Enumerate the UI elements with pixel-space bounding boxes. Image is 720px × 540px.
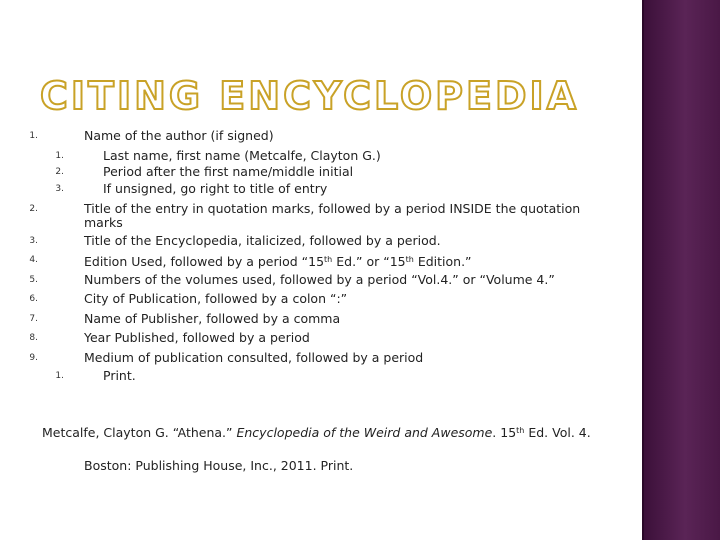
list-number: 4. xyxy=(29,255,38,265)
list-number: 8. xyxy=(29,333,38,343)
slide-title: CITING ENCYCLOPEDIA xyxy=(40,74,580,118)
list-item: City of Publication, followed by a colon “:” xyxy=(84,291,348,306)
example-citation-line-2: Boston: Publishing House, Inc., 2011. Print. xyxy=(84,458,354,473)
list-number: 3. xyxy=(29,236,38,246)
sublist-number: 1. xyxy=(55,371,64,381)
sublist-number: 1. xyxy=(55,151,64,161)
list-item: Title of the Encyclopedia, italicized, followed by a period. xyxy=(84,233,441,248)
list-item: Year Published, followed by a period xyxy=(84,330,310,345)
list-item: Title of the entry in quotation marks, followed by a period INSIDE the quotation marks xyxy=(84,201,581,230)
list-number: 9. xyxy=(29,353,38,363)
sublist-item: Print. xyxy=(103,368,136,383)
list-item: Medium of publication consulted, followed by a period xyxy=(84,350,424,365)
list-item: Name of Publisher, followed by a comma xyxy=(84,311,341,326)
list-item: Name of the author (if signed) xyxy=(84,128,274,143)
example-citation-line-1: Metcalfe, Clayton G. “Athena.” Encyclopedia of the Weird and Awesome. 15th Ed. Vol. 4. xyxy=(42,425,591,440)
list-number: 7. xyxy=(29,314,38,324)
sublist-item: Period after the first name/middle initial xyxy=(103,164,354,179)
sublist-item: Last name, first name (Metcalfe, Clayton G.) xyxy=(103,148,381,163)
list-number: 2. xyxy=(29,204,38,214)
list-number: 1. xyxy=(29,131,38,141)
list-item: Edition Used, followed by a period “15th Ed.” or “15th Edition.” xyxy=(84,254,472,269)
sublist-number: 3. xyxy=(55,184,64,194)
list-number: 6. xyxy=(29,294,38,304)
list-number: 5. xyxy=(29,275,38,285)
sublist-item: If unsigned, go right to title of entry xyxy=(103,181,328,196)
decorative-sidebar xyxy=(642,0,720,540)
sublist-number: 2. xyxy=(55,167,64,177)
list-item: Numbers of the volumes used, followed by a period “Vol.4.” or “Volume 4.” xyxy=(84,272,555,287)
